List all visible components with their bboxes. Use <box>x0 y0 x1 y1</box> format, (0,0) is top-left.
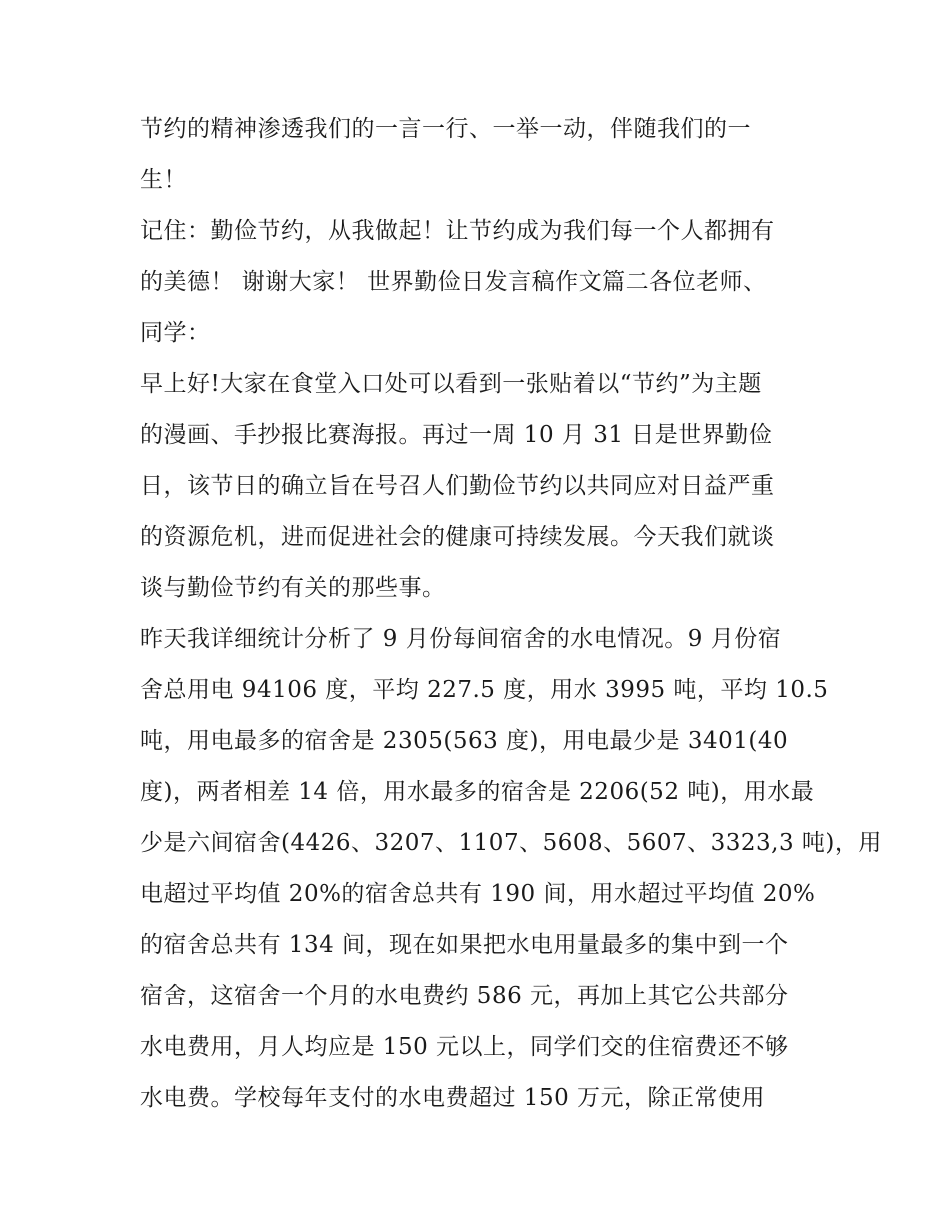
text-line: 日，该节日的确立旨在号召人们勤俭节约以共同应对日益严重 <box>140 473 775 499</box>
text-line: 记住：勤俭节约，从我做起！让节约成为我们每一个人都拥有 <box>140 218 775 244</box>
text-line: 的美德！ 谢谢大家！ 世界勤俭日发言稿作文篇二各位老师、 <box>140 269 767 295</box>
text-line: 水电费用，月人均应是 150 元以上，同学们交的住宿费还不够 <box>140 1034 789 1060</box>
text-line: 早上好!大家在食堂入口处可以看到一张贴着以“节约”为主题 <box>140 371 762 397</box>
text-line: 的资源危机，进而促进社会的健康可持续发展。今天我们就谈 <box>140 524 775 550</box>
text-line: 节约的精神渗透我们的一言一行、一举一动，伴随我们的一 <box>140 116 751 142</box>
text-line: 的漫画、手抄报比赛海报。再过一周 10 月 31 日是世界勤俭 <box>140 422 773 448</box>
text-line: 同学： <box>140 320 211 346</box>
text-line: 电超过平均值 20%的宿舍总共有 190 间，用水超过平均值 20% <box>140 881 816 907</box>
text-line: 吨，用电最多的宿舍是 2305(563 度)，用电最少是 3401(40 <box>140 728 789 754</box>
text-line: 宿舍，这宿舍一个月的水电费约 586 元，再加上其它公共部分 <box>140 983 789 1009</box>
text-line: 谈与勤俭节约有关的那些事。 <box>140 575 446 601</box>
text-line: 度)，两者相差 14 倍，用水最多的宿舍是 2206(52 吨)，用水最 <box>140 779 815 805</box>
text-line: 生！ <box>140 167 187 193</box>
text-line: 舍总用电 94106 度，平均 227.5 度，用水 3995 吨，平均 10.5 <box>140 677 829 703</box>
text-line: 少是六间宿舍(4426、3207、1107、5608、5607、3323,3 吨)，用 <box>140 830 882 856</box>
text-line: 的宿舍总共有 134 间，现在如果把水电用量最多的集中到一个 <box>140 932 789 958</box>
text-line: 昨天我详细统计分析了 9 月份每间宿舍的水电情况。9 月份宿 <box>140 626 782 652</box>
text-line: 水电费。学校每年支付的水电费超过 150 万元，除正常使用 <box>140 1085 766 1111</box>
